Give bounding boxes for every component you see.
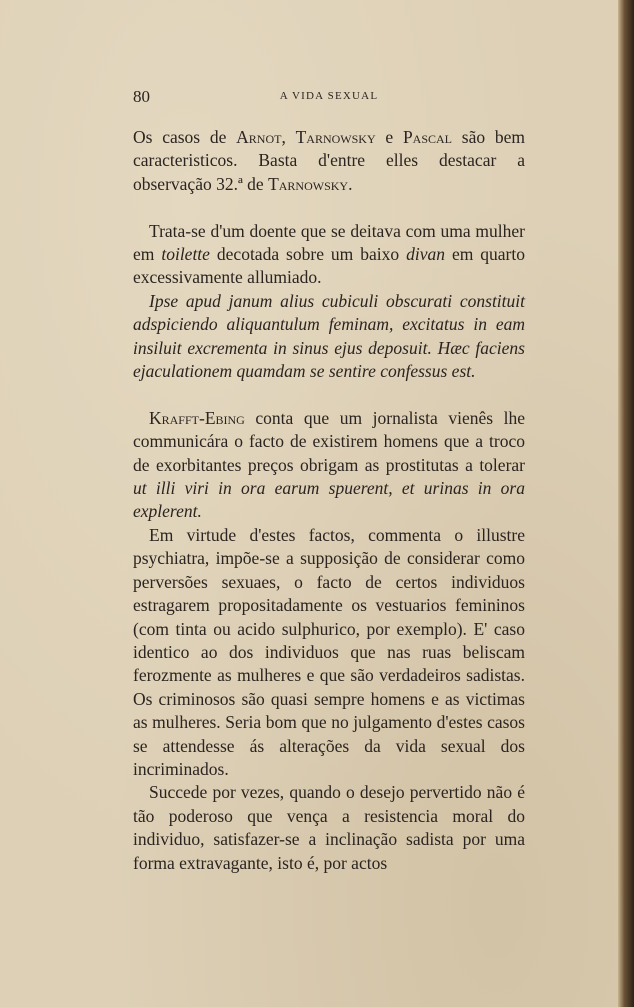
p1-text-4: são bem caracteristicos. Basta d'entre elles destacar a observação 32.ª de (133, 127, 525, 194)
p1-text-1: Os casos de (133, 127, 237, 147)
paragraph-3-latin (133, 290, 525, 384)
latin-passage: Ipse apud janum alius cubiculi obscurati constituit adspiciendo aliquantulum feminam, excitatus in eam insiluit excrementa in sinus ejus deposuit. Hæc faciens ejaculationem quamdam se sentire confessus est. (133, 290, 525, 382)
p2-italic-divan: divan (406, 244, 445, 265)
paragraph-2 (133, 220, 525, 290)
author-name-tarnowsky: Tarnowsky (295, 127, 376, 147)
p2-text-1: Trata-se d'um doente que se deitava com uma mulher em (133, 220, 525, 265)
running-title: A VIDA SEXUAL (279, 90, 379, 102)
p2-text-2: decotada sobre um baixo (209, 244, 407, 265)
p4-text-1: conta que um jornalista vienês lhe communicára o facto de existirem homens que a troco de exorbitantes preços obrigam as prostitutas a tolerar (133, 407, 525, 475)
author-name-tarnowsky-2: Tarnowsky (268, 173, 349, 194)
author-name-arnot: Arnot (236, 127, 282, 147)
page-edge-shadow (618, 0, 634, 1007)
paragraph-gap-2 (133, 383, 525, 406)
author-name-krafft-ebing: Krafft-Ebing (149, 407, 245, 428)
page-number: 80 (133, 87, 150, 106)
paragraph-gap (133, 196, 525, 219)
p1-text-3: e (375, 127, 403, 147)
paragraph-5: Em virtude d'estes factos, commenta o illustre psychiatra, impõe-se a supposição de considerar como perversões sexuaes, o facto de certos individuos estragarem propositadamente os vestuarios femininos (com tinta ou acido sulphurico, por exemplo). E' caso identico ao dos individuos que nas ruas beliscam ferozmente as mulheres e que são verdadeiros sadistas. Os criminosos são quasi sempre homens e as victimas as mulheres. Seria bom que no julgamento d'estes casos se attendesse ás alterações da vida sexual dos incriminados. (133, 524, 525, 779)
p2-italic-toilette: toilette (161, 244, 210, 265)
page-header (133, 87, 525, 107)
p4-latin-quote: ut illi viri in ora earum spuerent, et urinas in ora explerent. (133, 478, 525, 522)
author-name-pascal: Pascal (402, 127, 453, 147)
paragraph-1 (133, 126, 525, 196)
p1-text-2: , (281, 127, 296, 147)
body-text (133, 126, 525, 875)
p2-text-3: em quarto excessivamente allumiado. (133, 244, 525, 288)
paragraph-4 (133, 407, 525, 524)
p1-text-5: . (348, 173, 353, 194)
paragraph-6: Succede por vezes, quando o desejo pervertido não é tão poderoso que vença a resistencia moral do individuo, satisfazer-se a inclinação sadista por uma forma extravagante, isto é, por actos (133, 782, 525, 873)
